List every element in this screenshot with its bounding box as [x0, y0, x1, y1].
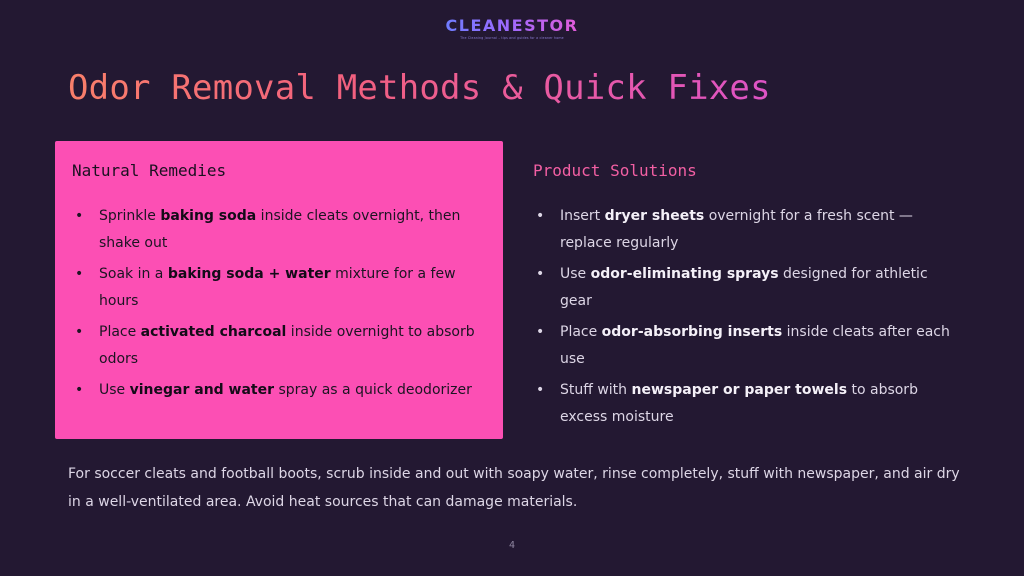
list-item	[533, 377, 963, 431]
item-text: Use	[99, 382, 130, 398]
logo-wordmark: CLEANESTOR	[445, 16, 579, 35]
item-bold: baking soda	[160, 208, 257, 224]
natural-remedies-list	[72, 203, 485, 404]
item-text: mixture for a few hours	[99, 266, 456, 309]
brand-logo	[0, 16, 1024, 41]
item-text: designed for athletic gear	[560, 266, 928, 309]
item-text: inside overnight to absorb odors	[99, 324, 475, 367]
list-item	[533, 261, 963, 315]
item-text: Sprinkle	[99, 208, 161, 224]
list-item	[72, 377, 485, 404]
natural-remedies-card	[55, 141, 503, 439]
natural-remedies-heading: Natural Remedies	[72, 161, 227, 180]
product-solutions-list	[533, 203, 963, 431]
item-text: Place	[560, 324, 602, 340]
item-bold: odor-absorbing inserts	[601, 324, 783, 340]
item-text: Use	[560, 266, 591, 282]
item-text: inside cleats after each use	[560, 324, 950, 367]
item-text: to absorb excess moisture	[560, 382, 918, 425]
item-bold: baking soda + water	[167, 266, 331, 282]
list-item	[72, 203, 485, 257]
item-bold: activated charcoal	[140, 324, 287, 340]
list-item	[533, 203, 963, 257]
item-text: Place	[99, 324, 141, 340]
footer-note: For soccer cleats and football boots, scrub inside and out with soapy water, rinse completely, stuff with newspaper, and air dry in a well-ventilated area. Avoid heat sources that can damage materials.	[68, 466, 960, 510]
logo-tagline: The Cleaning Journal – tips and guides for a cleaner home	[460, 36, 564, 40]
item-text: spray as a quick deodorizer	[274, 382, 472, 398]
product-solutions-heading: Product Solutions	[533, 161, 697, 180]
item-bold: newspaper or paper towels	[631, 382, 848, 398]
slide-title: Odor Removal Methods & Quick Fixes	[68, 68, 771, 108]
item-text: Insert	[560, 208, 605, 224]
item-text: inside cleats overnight, then shake out	[99, 208, 461, 251]
item-text: Stuff with	[560, 382, 632, 398]
list-item	[72, 319, 485, 373]
item-bold: vinegar and water	[129, 382, 275, 398]
item-bold: odor-eliminating sprays	[590, 266, 779, 282]
page-number: 4	[508, 540, 516, 551]
list-item	[72, 261, 485, 315]
item-text: overnight for a fresh scent — replace regularly	[560, 208, 913, 251]
product-solutions-column	[533, 141, 963, 435]
item-bold: dryer sheets	[604, 208, 705, 224]
item-text: Soak in a	[99, 266, 168, 282]
list-item	[533, 319, 963, 373]
